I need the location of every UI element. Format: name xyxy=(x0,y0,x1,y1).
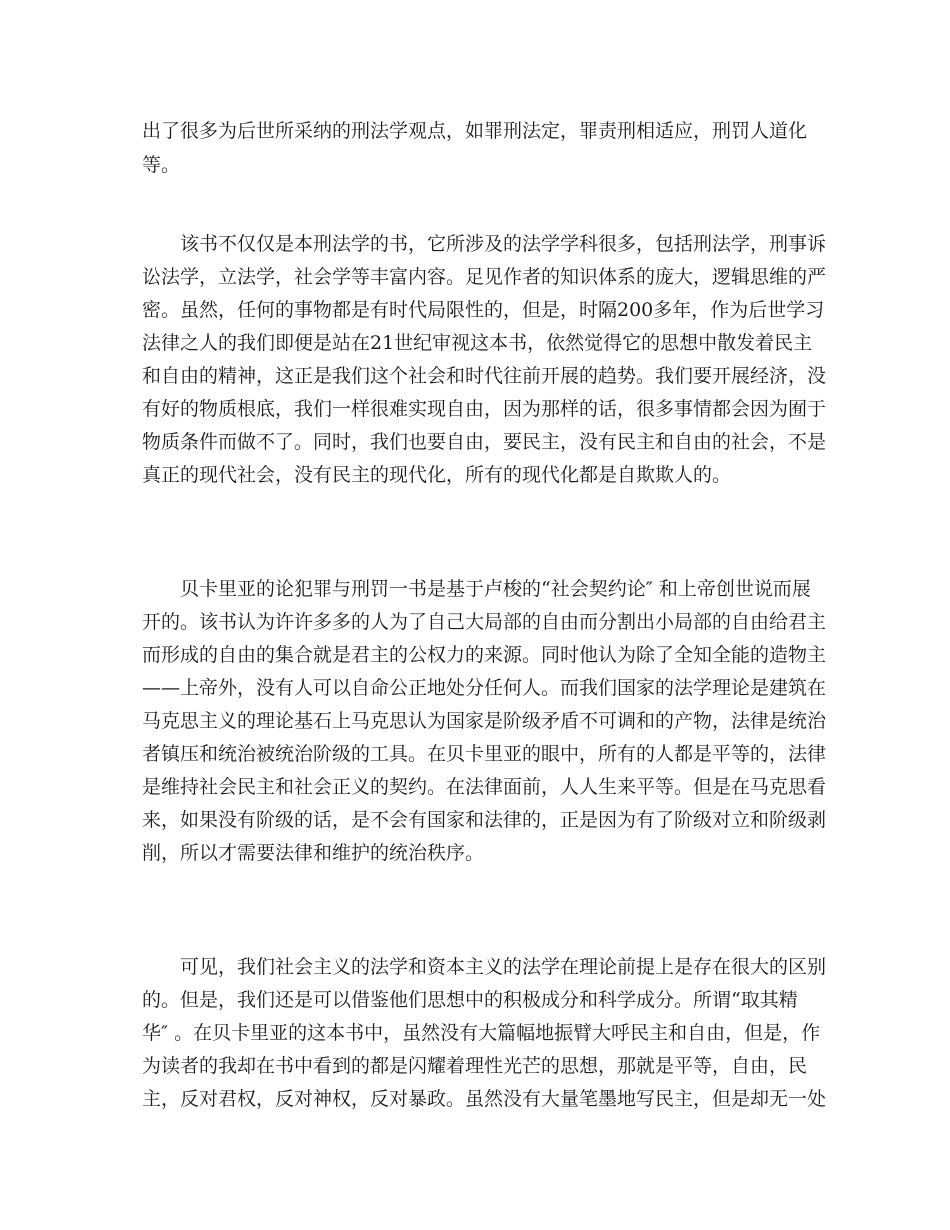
paragraph-line: 削，所以才需要法律和维护的统治秩序。 xyxy=(142,842,485,864)
paragraph-line: 可见，我们社会主义的法学和资本主义的法学在理论前提上是存在很大的区别 xyxy=(180,956,827,978)
paragraph-line: 主，反对君权，反对神权，反对暴政。虽然没有大量笔墨地写民主，但是却无一处 xyxy=(142,1088,827,1110)
paragraph-line: 贝卡里亚的论犯罪与刑罚一书是基于卢梭的“社会契约论″ 和上帝创世说而展 xyxy=(180,578,811,600)
paragraph-line: 法律之人的我们即便是站在21世纪审视这本书，依然觉得它的思想中散发着民主 xyxy=(142,332,813,354)
paragraph-line: 密。虽然，任何的事物都是有时代局限性的，但是，时隔200多年，作为后世学习 xyxy=(142,299,825,321)
paragraph-line: 出了很多为后世所采纳的刑法学观点，如罪刑法定，罪责刑相适应，刑罚人道化 xyxy=(142,120,808,142)
paragraph-line: ——上帝外，没有人可以自命公正地处分任何人。而我们国家的法学理论是建筑在 xyxy=(142,677,827,699)
paragraph-line: 物质条件而做不了。同时，我们也要自由，要民主，没有民主和自由的社会，不是 xyxy=(142,431,827,453)
paragraph-line: 讼法学，立法学，社会学等丰富内容。足见作者的知识体系的庞大，逻辑思维的严 xyxy=(142,266,827,288)
paragraph-line: 和自由的精神，这正是我们这个社会和时代往前开展的趋势。我们要开展经济，没 xyxy=(142,365,827,387)
paragraph-line: 者镇压和统治被统治阶级的工具。在贝卡里亚的眼中，所有的人都是平等的，法律 xyxy=(142,743,827,765)
paragraph-line: 来，如果没有阶级的话，是不会有国家和法律的，正是因为有了阶级对立和阶级剥 xyxy=(142,809,827,831)
paragraph-line: 有好的物质根底，我们一样很难实现自由，因为那样的话，很多事情都会因为囿于 xyxy=(142,398,827,420)
paragraph-line: 真正的现代社会，没有民主的现代化，所有的现代化都是自欺欺人的。 xyxy=(142,464,732,486)
paragraph-line: 等。 xyxy=(142,154,181,176)
paragraph-line: 而形成的自由的集合就是君主的公权力的来源。同时他认为除了全知全能的造物主 xyxy=(142,644,827,666)
paragraph-line: 为读者的我却在书中看到的都是闪耀着理性光芒的思想，那就是平等，自由，民 xyxy=(142,1055,808,1077)
paragraph-line: 马克思主义的理论基石上马克思认为国家是阶级矛盾不可调和的产物，法律是统治 xyxy=(142,710,827,732)
paragraph-line: 的。但是，我们还是可以借鉴他们思想中的积极成分和科学成分。所谓“取其精 xyxy=(142,989,798,1011)
paragraph-line: 华″ 。在贝卡里亚的这本书中，虽然没有大篇幅地振臂大呼民主和自由，但是，作 xyxy=(142,1022,821,1044)
paragraph-line: 开的。该书认为许许多多的人为了自己大局部的自由而分割出小局部的自由给君主 xyxy=(142,611,827,633)
paragraph-line: 该书不仅仅是本刑法学的书，它所涉及的法学学科很多，包括刑法学，刑事诉 xyxy=(180,233,827,255)
paragraph-line: 是维持社会民主和社会正义的契约。在法律面前，人人生来平等。但是在马克思看 xyxy=(142,776,827,798)
